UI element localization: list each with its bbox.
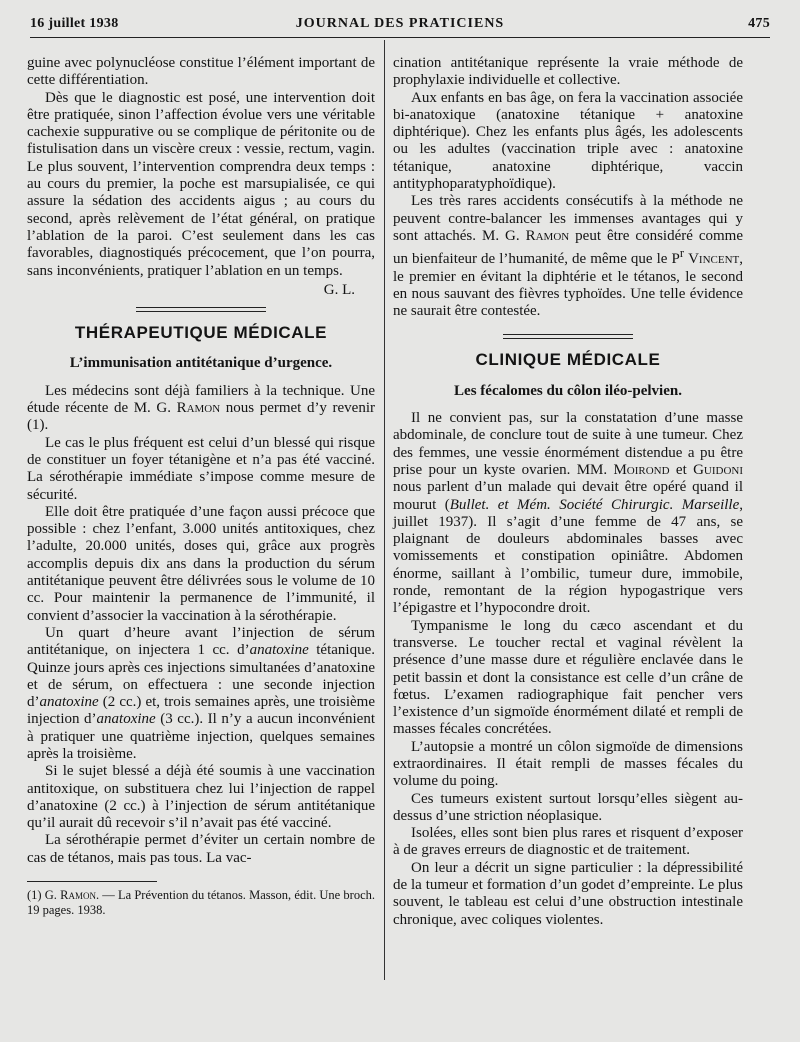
paragraph: Un quart d’heure avant l’injection de sérum antitétanique, on injectera 1 cc. d’anatoxine tétanique. Quinze jours après ces injections simultanées d’anatoxine et de sérum, on effectuera : une seconde injection d’anatoxine (2 cc.) et, trois semaines après, une troisième injection d’anatoxine (3 cc.). Il n’y a aucun inconvénient à pratiquer une quatrième injection, quelques semaines après la troisième. (27, 624, 375, 762)
right-column (393, 55, 743, 929)
paragraph: cination antitétanique représente la vraie méthode de prophylaxie individuelle et collective. (393, 55, 743, 89)
paragraph: Ces tumeurs existent surtout lorsqu’elles siègent au-dessus d’une striction néoplasique. (393, 790, 743, 824)
footnote: (1) G. Ramon. — La Prévention du tétanos. Masson, édit. Une broch. 19 pages. 1938. (27, 888, 376, 918)
paragraph: Les médecins sont déjà familiers à la technique. Une étude récente de M. G. Ramon nous permet d’y revenir (1). (27, 382, 375, 434)
paragraph: L’autopsie a montré un côlon sigmoïde de dimensions extraordinaires. Il était rempli de masses fécales du volume du poing. (393, 738, 743, 790)
article-title-immunisation: L’immunisation antitétanique d’urgence. (69, 355, 333, 372)
paragraph: Isolées, elles sont bien plus rares et risquent d’exposer à de graves erreurs de diagnostic et de traitement. (393, 825, 743, 859)
page-number: 475 (748, 16, 770, 31)
header-rule (30, 37, 770, 38)
paragraph: Si le sujet blessé a déjà été soumis à une vaccination antitoxique, on substituera chez lui l’injection de rappel d’anatoxine (2 cc.) à l’injection de sérum antitétanique qu’il aurait dû recevoir s’il n’avait pas été vacciné. (27, 763, 375, 832)
paragraph: Le cas le plus fréquent est celui d’un blessé qui risque de constituer un foyer tétanigène et n’a pas été vacciné. La sérothérapie immédiate s’impose comme mesure de sécurité. (27, 434, 375, 503)
paragraph: On leur a décrit un signe particulier : la dépressibilité de la tumeur et formation d’un godet d’empreinte. Le plus souvent, le tableau est celui d’une obstruction intestinale chronique, avec coliques violentes. (393, 859, 743, 928)
section-rule (503, 334, 633, 339)
paragraph: Elle doit être pratiquée d’une façon aussi précoce que possible : chez l’enfant, 3.000 unités antitoxiques, chez l’adulte, 20.000 unités, doses qui, grâce aux progrès accomplis depuis dix ans dans la production du sérum antitétanique peuvent être délivrées sous le volume de 10 cc. Pour maintenir la permanence de l’immunité, il convient d’associer la vaccination à la sérothérapie. (27, 503, 375, 624)
paragraph: Les très rares accidents consécutifs à la méthode ne peuvent contre-balancer les immenses avantages qui y sont attachés. M. G. Ramon peut être considéré comme un bienfaiteur de l’humanité, de même que le $P^r$ Vincent, le premier en évitant la diphtérie et le tétanos, le second en nous sauvant des fièvres typhoïdes. Une telle évidence ne saurait être contestée. (393, 193, 743, 320)
footnote-rule (27, 881, 157, 882)
paragraph: La sérothérapie permet d’éviter un certain nombre de cas de tétanos, mais pas tous. La vac- (27, 832, 375, 866)
section-title-clinique: CLINIQUE MÉDICALE (475, 350, 661, 370)
paragraph: Il ne convient pas, sur la constatation d’une masse abdominale, de conclure tout de suite à une tumeur. Chez des femmes, une vessie énormément distendue a pu être prise pour un kyste ovarien. MM. Moirond et Guidoni nous parlent d’un malade qui devait être opéré quand il mourut (Bullet. et Mém. Société Chirurgic. Marseille, juillet 1937). Il s’agit d’une femme de 47 ans, se plaignant de douleurs abdominales basses avec vomissements et constipation opiniâtre. Abdomen énorme, saillant à l’ombilic, tumeur dure, immobile, ronde, remontant de la région hypogastrique vers l’épigastre et l’hypocondre droit. (393, 410, 744, 617)
article-title-fecalomes: Les fécalomes du côlon iléo-pelvien. (454, 382, 682, 399)
issue-date: 16 juillet 1938 (30, 16, 119, 31)
intro-paragraph-2: Dès que le diagnostic est posé, une intervention doit être pratiquée, sinon l’affection évolue vers une véritable cachexie suppurative ou se complique de péritonite ou de fistulisation dans un viscère creux : vessie, rectum, vagin. Le plus souvent, l’intervention comprendra deux temps : au cours du premier, la poche est marsupialisée, ce qui assure la sédation des accidents aigus ; au cours du second, après relèvement de l’état général, on pratique l’ablation de la paroi. C’est seulement dans les cas favorables, diagnostiqués précocement, que l’on pourra, sans inconvénients, pratiquer l’ablation en un temps. (27, 89, 375, 279)
page-header (30, 14, 770, 36)
left-column (27, 55, 375, 918)
section-rule (136, 307, 266, 312)
signature: G. L. (323, 281, 355, 298)
paragraph: Aux enfants en bas âge, on fera la vaccination associée bi-anatoxique (anatoxine tétanique + anatoxine diphtérique). Chez les enfants plus âgés, les adolescents ou les adultes (vaccination triple avec : anatoxine tétanique, anatoxine diphtérique, vaccin antityphoparatyphoïdique). (393, 89, 743, 193)
journal-title: JOURNAL DES PRATICIENS (295, 16, 505, 31)
intro-paragraph-1: guine avec polynucléose constitue l’élément important de cette différentiation. (27, 55, 375, 89)
section-title-therapeutique: THÉRAPEUTIQUE MÉDICALE (74, 323, 328, 343)
column-divider (384, 40, 385, 980)
paragraph: Tympanisme le long du cæco ascendant et du transverse. Le toucher rectal et vaginal révèlent la présence d’une masse dure et régulière enclavée dans le petit bassin et dont la consistance est celle d’un crâne de fœtus. L’examen radiographique fait pencher vers l’existence d’un sigmoïde énormément dilaté et rempli de masses fécales concrétées. (393, 617, 743, 738)
